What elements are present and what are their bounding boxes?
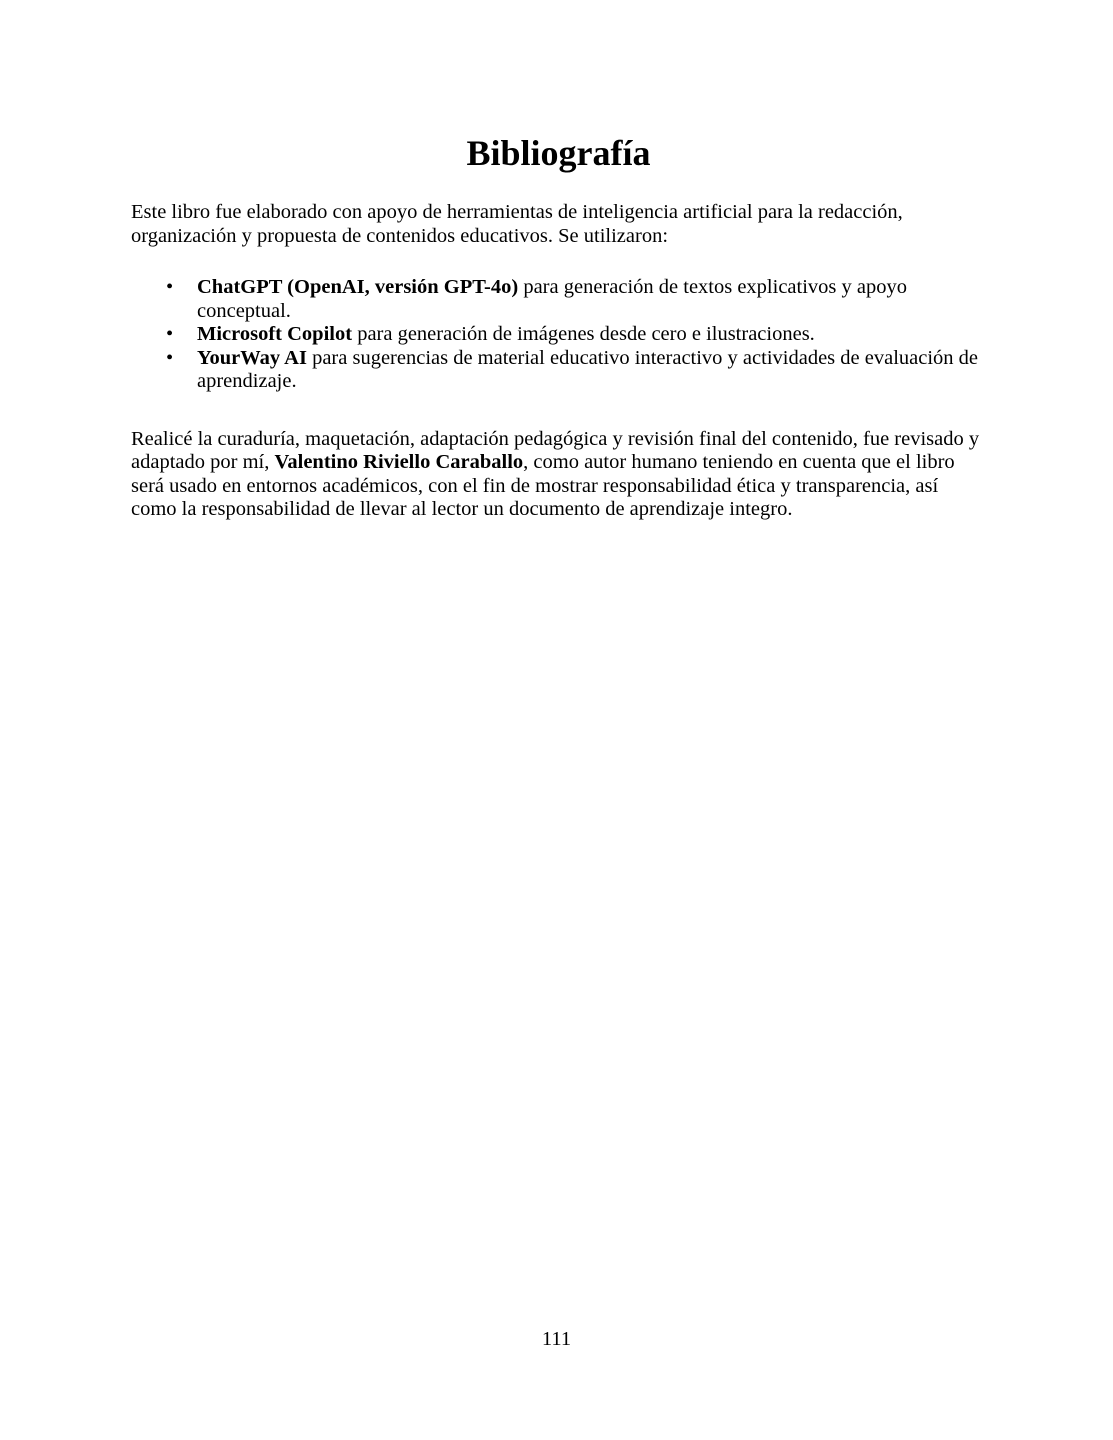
- page-title: Bibliografía: [466, 133, 651, 173]
- tool-name: YourWay AI: [197, 346, 307, 369]
- list-item: [131, 347, 986, 394]
- bullet-icon: •: [166, 346, 174, 369]
- tool-description: para generación de textos explicativos y apoyo conceptual.: [197, 276, 907, 322]
- intro-text: Este libro fue elaborado con apoyo de herramientas de inteligencia artificial para la redacción, organización y propuesta de contenidos educativos. Se utilizaron:: [131, 201, 903, 247]
- tool-description: para generación de imágenes desde cero e ilustraciones.: [352, 323, 815, 345]
- closing-paragraph: [131, 428, 986, 522]
- closing-text-after: , como autor humano teniendo en cuenta que el libro será usado en entornos académicos, con el fin de mostrar responsabilidad ética y transparencia, así como la responsabilidad de llevar al lector un documento de aprendizaje integro.: [131, 451, 955, 520]
- bullet-icon: •: [166, 323, 174, 345]
- intro-paragraph: [131, 201, 986, 248]
- list-item: [131, 276, 986, 323]
- tool-name: Microsoft Copilot: [197, 323, 353, 345]
- page-number: 111: [541, 1328, 572, 1350]
- text-column: [131, 0, 986, 522]
- bullet-icon: •: [166, 276, 174, 298]
- author-name: Valentino Riviello Caraballo: [274, 451, 524, 473]
- tool-name: ChatGPT (OpenAI, versión GPT-4o): [197, 276, 519, 298]
- tool-description: para sugerencias de material educativo interactivo y actividades de evaluación de aprendizaje.: [197, 346, 979, 392]
- ai-tools-list: [131, 276, 986, 394]
- list-item: [131, 323, 986, 347]
- closing-text-before: Realicé la curaduría, maquetación, adaptación pedagógica y revisión final del contenido, fue revisado y adaptado por mí,: [131, 427, 980, 473]
